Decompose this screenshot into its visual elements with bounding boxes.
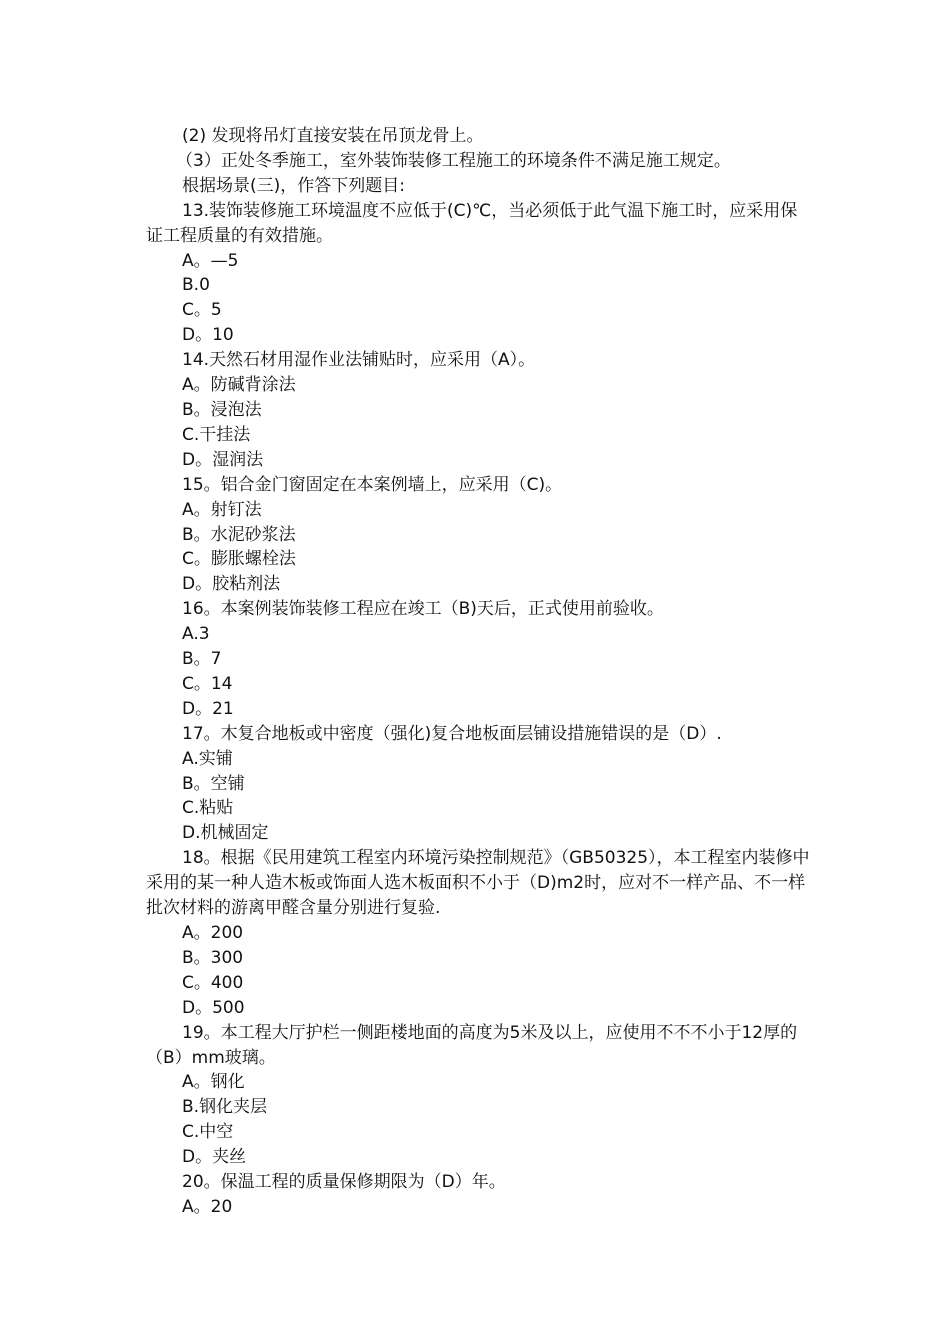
question-19: 19。本工程大厅护栏一侧距楼地面的高度为5米及以上，应使用不不不小于12厚的（B）mm玻璃。 xyxy=(146,1022,798,1068)
option-19-a: A。钢化 xyxy=(182,1072,245,1093)
option-17-b: B。空铺 xyxy=(182,773,245,794)
option-14-c: C.干挂法 xyxy=(182,424,251,445)
option-15-b: B。水泥砂浆法 xyxy=(182,524,296,545)
option-19-d: D。夹丝 xyxy=(182,1147,247,1168)
question-15: 15。铝合金门窗固定在本案例墙上，应采用（C)。 xyxy=(182,474,563,495)
option-20-a: A。20 xyxy=(182,1196,233,1217)
option-17-d: D.机械固定 xyxy=(182,823,269,844)
option-15-c: C。膨胀螺栓法 xyxy=(182,549,296,570)
option-17-c: C.粘贴 xyxy=(182,798,234,819)
option-16-b: B。7 xyxy=(182,649,222,670)
option-15-a: A。射钉法 xyxy=(182,499,262,520)
option-16-d: D。21 xyxy=(182,698,234,719)
option-18-c: C。400 xyxy=(182,972,244,993)
question-16: 16。本案例装饰装修工程应在竣工（B)天后，正式使用前验收。 xyxy=(182,599,664,620)
intro-line-3: 根据场景(三)，作答下列题目: xyxy=(182,175,405,196)
intro-line-2: （3）正处冬季施工，室外装饰装修工程施工的环境条件不满足施工规定。 xyxy=(176,150,731,171)
question-13: 13.装饰装修施工环境温度不应低于(C)℃，当必须低于此气温下施工时，应采用保证工程质量的有效措施。 xyxy=(146,200,798,246)
document-body xyxy=(146,124,810,1220)
option-18-a: A。200 xyxy=(182,923,244,943)
option-13-c: C。5 xyxy=(182,300,222,321)
option-13-a: A。—5 xyxy=(182,250,239,271)
option-13-b: B.0 xyxy=(182,275,210,296)
option-19-c: C.中空 xyxy=(182,1122,234,1143)
question-14: 14.天然石材用湿作业法铺贴时，应采用（A）。 xyxy=(182,350,536,371)
question-18: 18。根据《民用建筑工程室内环境污染控制规范》（GB50325），本工程室内装修中采用的某一种人造木板或饰面人选木板面积不小于（D)m2时，应对不一样产品、不一样批次材料的游离甲醛含量分别进行复验. xyxy=(146,848,810,919)
option-18-d: D。500 xyxy=(182,997,245,1018)
option-19-b: B.钢化夹层 xyxy=(182,1097,268,1118)
option-14-a: A。防碱背涂法 xyxy=(182,375,296,396)
option-14-b: B。浸泡法 xyxy=(182,399,262,420)
question-17: 17。木复合地板或中密度（强化)复合地板面层铺设措施错误的是（D）. xyxy=(182,723,722,744)
option-16-a: A.3 xyxy=(182,624,210,645)
option-18-b: B。300 xyxy=(182,947,244,968)
question-20: 20。保温工程的质量保修期限为（D）年。 xyxy=(182,1172,506,1193)
option-16-c: C。14 xyxy=(182,673,233,694)
option-13-d: D。10 xyxy=(182,325,234,346)
option-15-d: D。胶粘剂法 xyxy=(182,574,281,595)
option-14-d: D。湿润法 xyxy=(182,449,264,470)
intro-line-1: (2) 发现将吊灯直接安装在吊顶龙骨上。 xyxy=(182,126,484,146)
option-17-a: A.实铺 xyxy=(182,748,233,769)
